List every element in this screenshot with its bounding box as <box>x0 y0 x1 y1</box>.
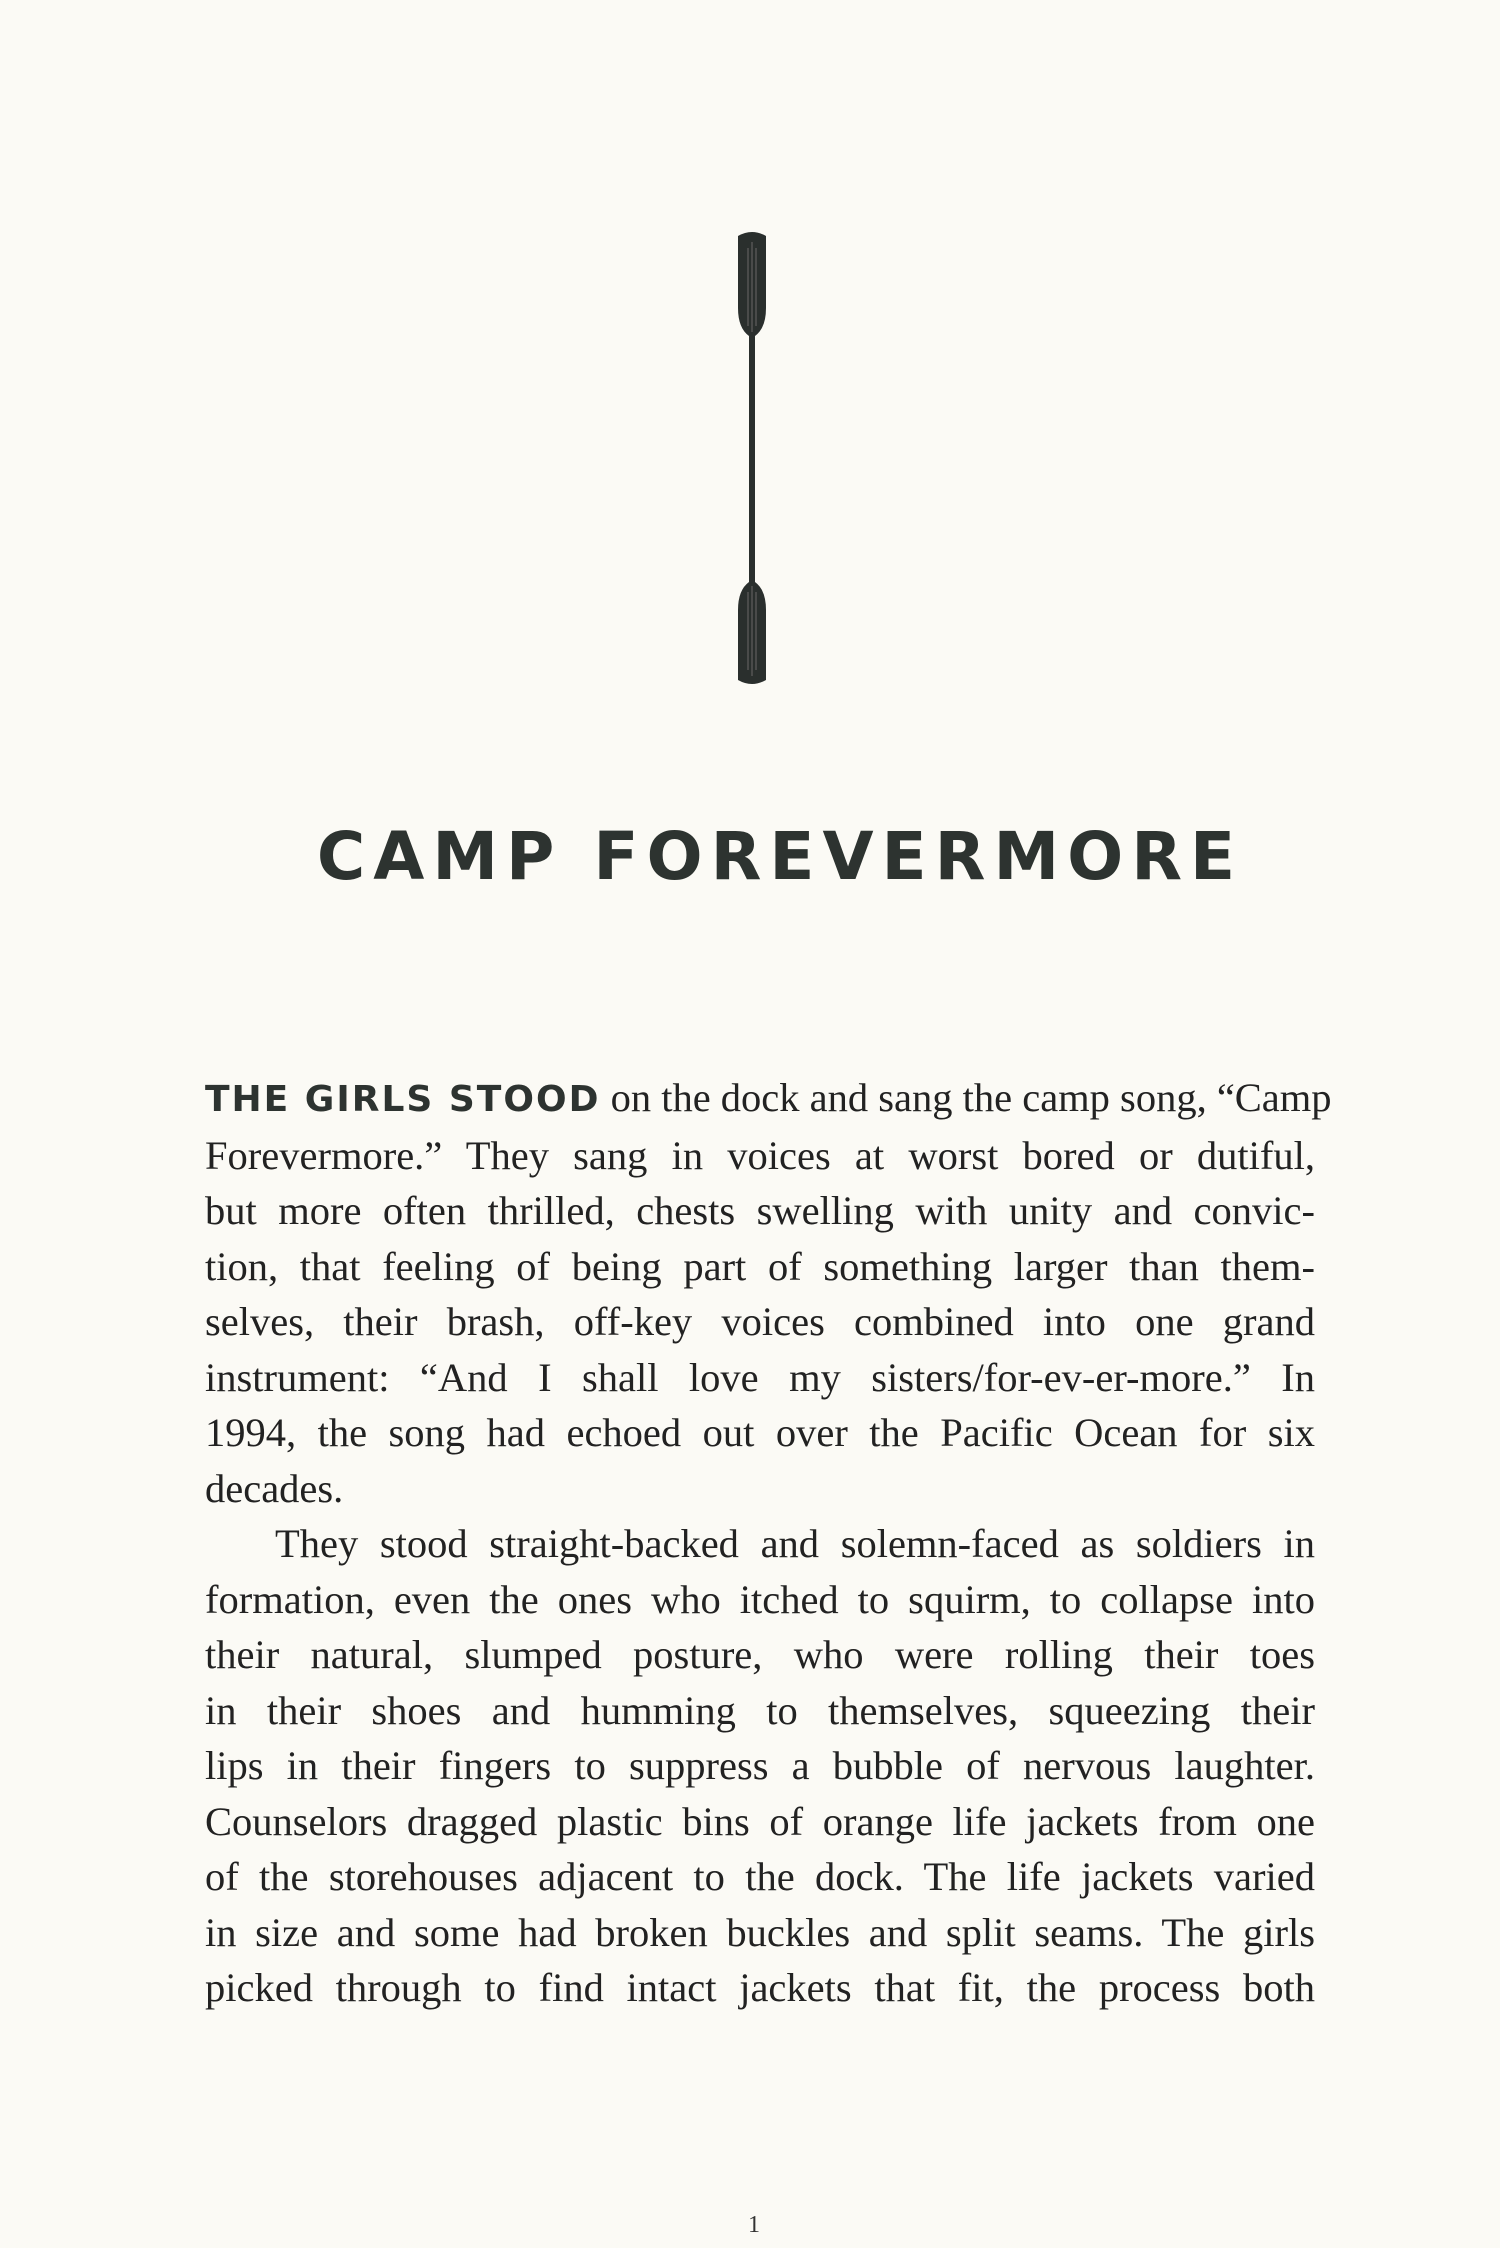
body-line: of the storehouses adjacent to the dock. The life jackets varied <box>205 1854 1315 1899</box>
body-line: Forevermore.” They sang in voices at worst bored or dutiful, <box>205 1132 1315 1178</box>
canoe-paddle-icon <box>730 228 774 688</box>
body-line: selves, their brash, off-key voices combined into one grand <box>205 1299 1315 1344</box>
body-line: formation, even the ones who itched to squirm, to collapse into <box>205 1576 1315 1622</box>
body-line: picked through to find intact jackets that fit, the process both <box>205 1965 1315 2010</box>
body-line: instrument: “And I shall love my sisters/for-ev-er-more.” In <box>205 1354 1315 1400</box>
body-line: their natural, slumped posture, who were rolling their toes <box>205 1632 1315 1677</box>
body-line: They stood straight-backed and solemn-faced as soldiers in <box>275 1521 1315 1566</box>
body-line: but more often thrilled, chests swelling with unity and convic- <box>205 1188 1315 1233</box>
body-line: decades. <box>205 1465 344 1511</box>
body-line: lips in their fingers to suppress a bubble of nervous laughter. <box>205 1743 1315 1788</box>
chapter-body <box>205 1070 1332 2016</box>
body-line: 1994, the song had echoed out over the Pacific Ocean for six <box>205 1410 1315 1455</box>
body-line: in their shoes and humming to themselves, squeezing their <box>205 1687 1315 1733</box>
chapter-title: CAMP FOREVERMORE <box>316 818 1244 895</box>
lead-in-text: THE GIRLS STOOD <box>205 1079 601 1120</box>
body-line: in size and some had broken buckles and split seams. The girls <box>205 1909 1315 1955</box>
body-line: tion, that feeling of being part of something larger than them- <box>205 1243 1315 1289</box>
body-line: THE GIRLS STOOD on the dock and sang the camp song, “Camp <box>205 1075 1332 1120</box>
body-line: Counselors dragged plastic bins of orange life jackets from one <box>205 1798 1315 1844</box>
page-number: 1 <box>748 2212 760 2238</box>
